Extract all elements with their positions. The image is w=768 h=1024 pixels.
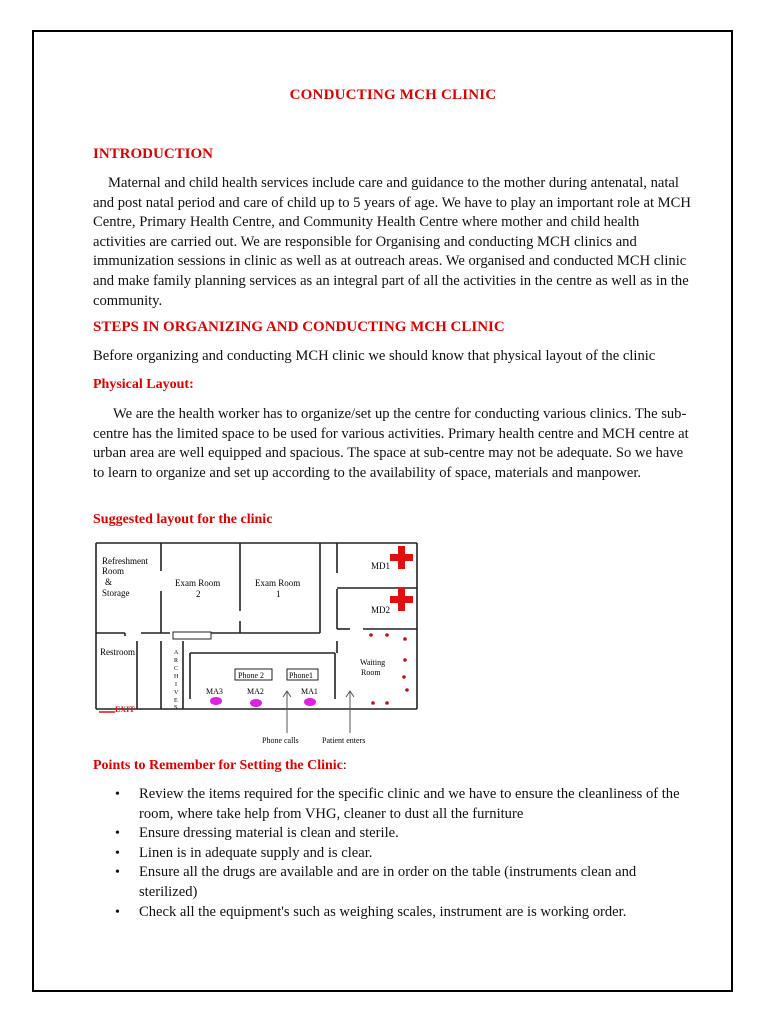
small-sign [173,632,211,639]
refreshment-room-label-1: Refreshment [102,556,148,566]
refreshment-room-label-3: & [105,577,113,587]
patient-enters-label: Patient enters [322,736,366,745]
seat-icon [403,637,407,641]
seat-icon [371,701,375,705]
suggested-layout-heading: Suggested layout for the clinic [93,512,273,527]
waiting-room-label-1: Waiting [360,658,386,667]
md2-cross-icon [390,588,413,611]
page-title: CONDUCTING MCH CLINIC [289,87,497,103]
restroom-label: Restroom [100,647,135,657]
archives-letter: E [174,698,178,704]
archives-letter: I [175,682,177,688]
physical-layout-text: We are the health worker has to organize/set up the centre for conducting various clinics. The sub-centre has the limited space to be used for various activities. Primary health centre and MCH centre at urban area are well equipped and spacious. The space at sub-centre may not be adequate. So we have to learn to organize and set up according to the availability of space, materials and manpower. [93,406,689,481]
ma2-label: MA2 [247,687,264,696]
phone-calls-label: Phone calls [262,736,299,745]
archives-letter: V [174,690,179,696]
exit-label: EXIT [115,705,135,714]
seat-icon [369,633,373,637]
bullet-icon: • [115,865,120,881]
introduction-paragraph [93,174,691,311]
md2-label: MD2 [371,605,391,615]
list-item-text: Check all the equipment's such as weighing scales, instrument are is working order. [139,903,627,920]
exam-room-2-number: 2 [196,589,201,599]
archives-letter: A [174,650,179,656]
refreshment-room-label-4: Storage [102,588,130,598]
points-heading [93,758,347,774]
list-item-text: Ensure dressing material is clean and sterile. [139,825,399,842]
list-item [93,903,693,923]
ma3-label: MA3 [206,687,223,696]
ma3-chair-icon [210,697,222,705]
archives-letter: C [174,666,179,672]
list-item-text: Review the items required for the specific clinic and we have to ensure the cleanliness of the room, where take help from VHG, cleaner to dust all the furniture [139,786,680,822]
phone-calls-arrow-icon [283,691,291,733]
list-item [93,863,693,902]
physical-layout-heading: Physical Layout: [93,377,194,392]
waiting-room-label-2: Room [361,668,381,677]
archives-letter: R [174,658,179,664]
archives-label [174,650,179,711]
phone-2-label: Phone 2 [238,671,264,680]
ma1-chair-icon [304,698,316,706]
md1-label: MD1 [371,561,391,571]
floor-plan-svg [95,541,425,751]
seat-icon [402,675,406,679]
list-item-text: Linen is in adequate supply and is clear. [139,844,373,861]
seat-icon [385,701,389,705]
bullet-icon: • [115,826,120,842]
ma2-chair-icon [250,699,262,707]
seat-icon [405,688,409,692]
list-item-text: Ensure all the drugs are available and are in order on the table (instruments clean and sterilized) [139,864,637,900]
list-item [93,844,693,864]
steps-heading: STEPS IN ORGANIZING AND CONDUCTING MCH CLINIC [93,319,505,335]
refreshment-room-label-2: Room [102,566,125,576]
ma1-label: MA1 [301,687,318,696]
exam-room-1-number: 1 [276,589,281,599]
archives-letter: S [174,705,178,711]
introduction-heading: INTRODUCTION [93,146,214,162]
bullet-icon: • [115,845,120,861]
points-heading-text: Points to Remember for Setting the Clinic [93,758,343,773]
clinic-floor-plan [95,541,425,751]
seat-icon [403,658,407,662]
md1-cross-icon [390,546,413,569]
seat-icon [385,633,389,637]
exam-room-1-label: Exam Room [255,578,301,588]
exam-room-2-label: Exam Room [175,578,221,588]
list-item [93,785,693,824]
points-list [93,785,693,922]
bullet-icon: • [115,787,120,802]
bullet-icon: • [115,904,120,920]
archives-letter: H [174,674,179,680]
introduction-text: Maternal and child health services include care and guidance to the mother during antenatal, natal and post natal period and care of child up to 5 years of age. We have to play an important role at MCH Centre, Primary Health Centre, and Community Health Centre where mother and child health activities are carried out. We are responsible for Organising and conducting MCH clinics and immunization sessions in clinic as well as at outreach areas. We organised and conducted MCH clinic and make family planning services as an integral part of all the activities in the centre as well as in the community. [93,175,691,309]
floor-plan-walls [96,543,417,709]
steps-paragraph: Before organizing and conducting MCH clinic we should know that physical layout of the clinic [93,348,656,364]
points-heading-colon: : [342,758,347,773]
physical-layout-paragraph [93,405,691,483]
list-item [93,824,693,844]
phone-1-label: Phone1 [289,671,313,680]
patient-enters-arrow-icon [346,691,354,733]
